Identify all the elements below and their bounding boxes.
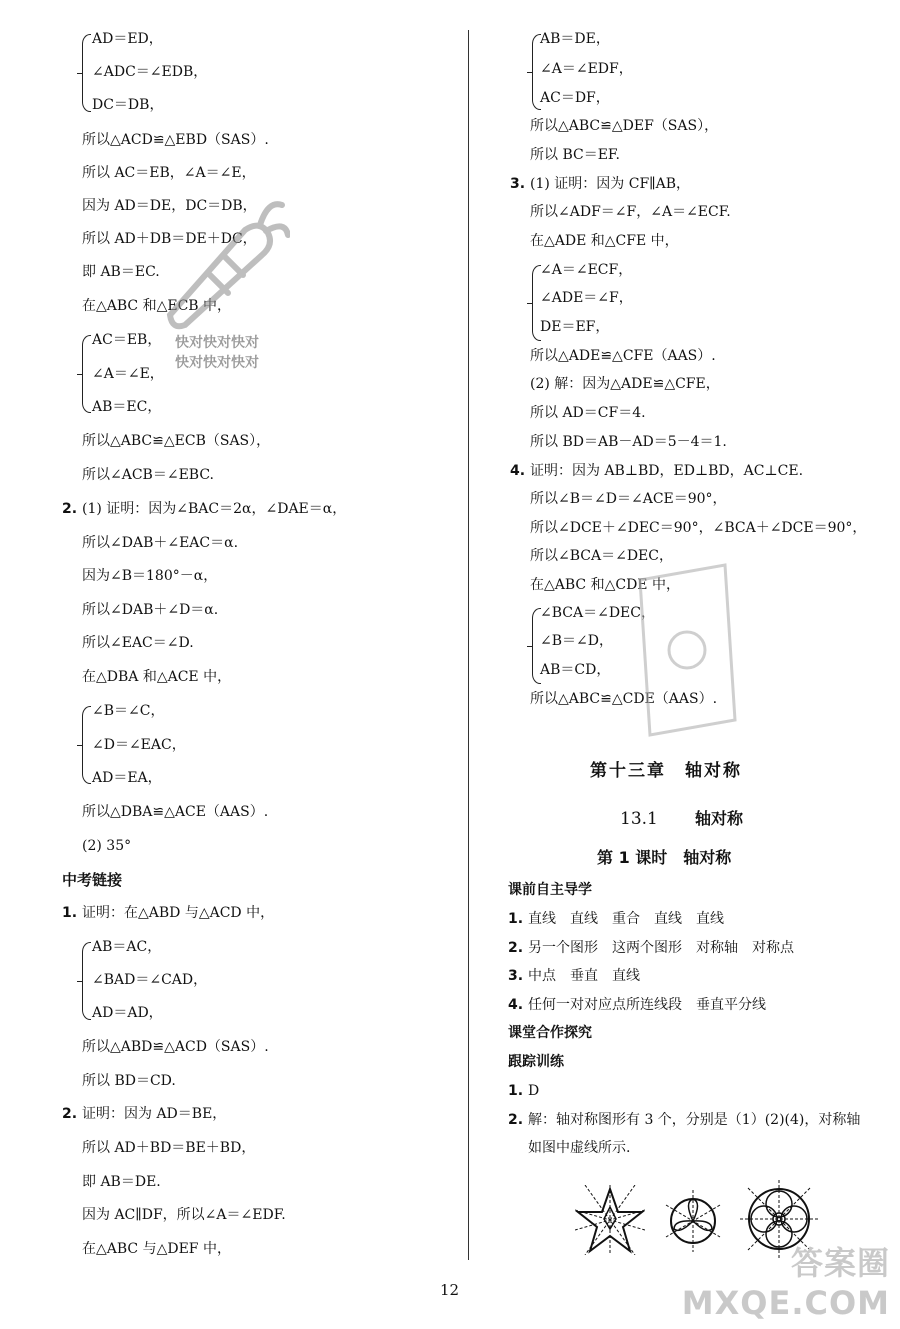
text-line: AB＝AC， [92, 939, 162, 955]
text-line: ∠A＝∠E， [92, 366, 164, 382]
chapter-title: 第十三章 轴对称 [590, 761, 742, 781]
text-line: 所以△ABC≌△CDE（AAS）. [530, 691, 718, 707]
watermark-text: 快对快对快对 快对快对快对 [175, 335, 259, 371]
text-line: AD＝ED， [92, 31, 163, 47]
item-number: 1. [508, 1083, 524, 1099]
text-line: 所以△ABC≌△ECB（SAS）， [82, 433, 271, 449]
text-line: 因为∠B＝180°－α， [82, 568, 218, 584]
text-line: 所以∠B＝∠D＝∠ACE＝90°， [530, 491, 727, 507]
text-line: (1) 证明：因为∠BAC＝2α，∠DAE＝α， [82, 501, 347, 517]
item-number: 4. [508, 997, 524, 1013]
text-line: DE＝EF， [540, 319, 610, 335]
text-line: 在△ABC 和△ECB 中， [82, 298, 232, 314]
text-line: 另一个图形 这两个图形 对称轴 对称点 [528, 940, 794, 956]
text-line: 如图中虚线所示. [528, 1140, 631, 1156]
corner-watermark: 答案圈 MXQE.COM [681, 1244, 890, 1322]
text-line: 所以 AD＋BD＝BE＋BD， [82, 1140, 256, 1156]
text-line: ∠D＝∠EAC， [92, 737, 186, 753]
lesson-title: 第 1 课时 轴对称 [597, 848, 732, 867]
item-number: 1. [508, 911, 524, 927]
question-number: 4. [510, 463, 526, 479]
text-line: ∠BAD＝∠CAD， [92, 972, 208, 988]
text-line: 所以△ABC≌△DEF（SAS）， [530, 118, 719, 134]
text-line: 所以△ADE≌△CFE（AAS）. [530, 348, 716, 364]
brace [82, 706, 91, 784]
text-line: 所以∠DCE＋∠DEC＝90°，∠BCA＋∠DCE＝90°， [530, 520, 867, 536]
star-figure-icon [575, 1185, 645, 1255]
text-line: AD＝AD， [92, 1005, 163, 1021]
text-line: ∠ADE＝∠F， [540, 290, 633, 306]
text-line: 所以 AD＋DB＝DE＋DC， [82, 231, 257, 247]
text-line: 所以∠BCA＝∠DEC， [530, 548, 673, 564]
text-line: 在△DBA 和△ACE 中， [82, 669, 232, 685]
carrot-watermark-icon [150, 185, 290, 335]
subheading: 课前自主导学 [508, 882, 592, 898]
text-line: (2) 解：因为△ADE≌△CFE， [530, 376, 720, 392]
subheading: 课堂合作探究 [508, 1025, 592, 1041]
text-line: 所以△ABD≌△ACD（SAS）. [82, 1039, 269, 1055]
text-line: ∠BCA＝∠DEC， [540, 605, 655, 621]
page-number: 12 [440, 1281, 460, 1299]
text-line: 解：轴对称图形有 3 个，分别是（1）(2)(4)，对称轴 [528, 1112, 861, 1128]
text-line: 所以∠EAC＝∠D. [82, 635, 194, 651]
brace [82, 942, 91, 1020]
question-number: 1. [62, 905, 78, 921]
text-line: AB＝EC， [92, 399, 162, 415]
text-line: ∠B＝∠C， [92, 703, 165, 719]
text-line: ∠A＝∠ECF， [540, 262, 633, 278]
section-number: 13.1 [620, 809, 658, 829]
text-line: 所以∠ACB＝∠EBC. [82, 467, 215, 483]
text-line: ∠A＝∠EDF， [540, 61, 633, 77]
text-line: 在△ADE 和△CFE 中， [530, 233, 679, 249]
item-number: 3. [508, 968, 524, 984]
text-line: 所以 AC＝EB，∠A＝∠E， [82, 165, 256, 181]
brace [82, 335, 91, 413]
text-line: AB＝CD， [540, 662, 611, 678]
text-line: 在△ABC 与△DEF 中， [82, 1241, 231, 1257]
stamp-watermark-icon [625, 560, 745, 740]
section-title: 轴对称 [695, 809, 744, 828]
text-line: 中点 垂直 直线 [528, 968, 640, 984]
text-line: 证明：因为 AB⊥BD，ED⊥BD，AC⊥CE. [530, 463, 804, 479]
text-line: 直线 直线 重合 直线 直线 [528, 911, 724, 927]
text-line: 即 AB＝EC. [82, 264, 160, 280]
text-line: 所以∠DAB＋∠D＝α. [82, 602, 219, 618]
text-line: 任何一对对应点所连线段 垂直平分线 [528, 997, 766, 1013]
text-line: 所以 BD＝CD. [82, 1073, 176, 1089]
text-line: 在△ABC 和△CDE 中， [530, 577, 680, 593]
text-line: (2) 35° [82, 838, 132, 854]
question-number: 3. [510, 176, 526, 192]
text-line: 即 AB＝DE. [82, 1174, 161, 1190]
column-divider [468, 30, 469, 1260]
text-line: 所以∠ADF＝∠F，∠A＝∠ECF. [530, 204, 731, 220]
text-line: 所以 AD＝CF＝4. [530, 405, 646, 421]
item-number: 2. [508, 1112, 524, 1128]
text-line: ∠B＝∠D， [540, 633, 613, 649]
text-line: 所以∠DAB＋∠EAC＝α. [82, 535, 239, 551]
text-line: AB＝DE， [540, 31, 610, 47]
text-line: 证明：在△ABD 与△ACD 中， [82, 905, 275, 921]
question-number: 2. [62, 501, 78, 517]
text-line: 所以 BD＝AB－AD＝5－4＝1. [530, 434, 727, 450]
subheading: 跟踪训练 [508, 1054, 564, 1070]
section-heading: 中考链接 [62, 871, 123, 889]
brace [82, 34, 91, 112]
text-line: 所以△DBA≌△ACE（AAS）. [82, 804, 269, 820]
text-line: (1) 证明：因为 CF∥AB， [530, 176, 691, 192]
text-line: AC＝DF， [540, 90, 610, 106]
text-line: DC＝DB， [92, 97, 164, 113]
text-line: 所以△ACD≌△EBD（SAS）. [82, 132, 269, 148]
text-line: 因为 AC∥DF，所以∠A＝∠EDF. [82, 1207, 286, 1223]
text-line: ∠ADC＝∠EDB， [92, 64, 208, 80]
text-line: 证明：因为 AD＝BE， [82, 1106, 227, 1122]
text-line: 所以 BC＝EF. [530, 147, 620, 163]
text-line: 因为 AD＝DE，DC＝DB， [82, 198, 257, 214]
text-line: AD＝EA， [92, 770, 162, 786]
item-number: 2. [508, 940, 524, 956]
text-line: D [528, 1083, 540, 1099]
text-line: AC＝EB， [92, 332, 162, 348]
question-number: 2. [62, 1106, 78, 1122]
